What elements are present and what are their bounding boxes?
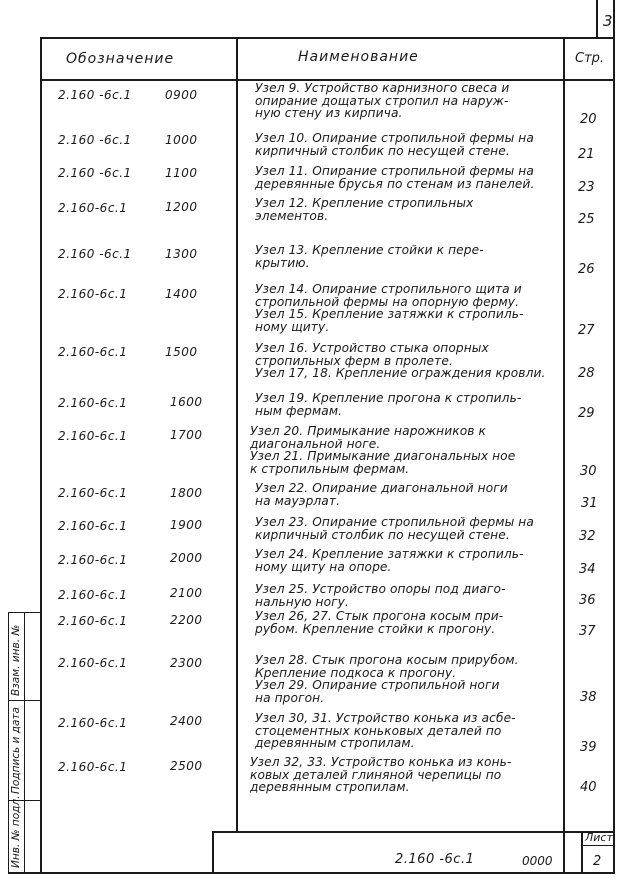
sheet-number-top: 3 xyxy=(603,12,613,30)
row-number: 1000 xyxy=(165,133,198,147)
sheet-number-box-left xyxy=(596,0,598,38)
row-number: 0900 xyxy=(165,88,198,102)
frame-bottom-line xyxy=(8,872,614,874)
stamp-inv-podl: Инв. № подл. xyxy=(10,795,22,868)
column-divider-1 xyxy=(236,37,238,832)
row-number: 1700 xyxy=(170,428,203,442)
row-number: 1400 xyxy=(165,287,198,301)
header-designation: Обозначение xyxy=(66,51,175,67)
row-page: 21 xyxy=(578,147,595,162)
stamp-col-line xyxy=(24,612,25,874)
row-page: 29 xyxy=(578,406,595,421)
row-number: 2100 xyxy=(170,586,203,600)
row-number: 2300 xyxy=(170,656,203,670)
row-name: Узел 22. Опирание диагональной ноги на мауэрлат. xyxy=(255,481,508,508)
row-page: 32 xyxy=(579,529,596,544)
stamp-top-line xyxy=(8,612,40,613)
row-page: 25 xyxy=(578,212,595,227)
title-block-code: 2.160 -6с.1 xyxy=(395,852,475,867)
row-number: 1900 xyxy=(170,518,203,532)
row-page: 34 xyxy=(579,562,596,577)
row-page: 40 xyxy=(580,780,597,795)
row-name: Узел 25. Устройство опоры под диаго- нальную ногу. xyxy=(255,582,506,609)
stamp-vzam-inv: Взам. инв. № xyxy=(10,624,22,696)
row-page: 38 xyxy=(580,690,597,705)
frame-left-line xyxy=(40,37,42,874)
row-code: 2.160-6с.1 xyxy=(58,656,128,670)
row-number: 1300 xyxy=(165,247,198,261)
title-block-left-line xyxy=(212,831,214,874)
row-name: Узел 12. Крепление стропильных элементов. xyxy=(255,196,474,223)
row-number: 2500 xyxy=(170,759,203,773)
frame-top-line xyxy=(40,37,614,39)
row-name: Узел 10. Опирание стропильной фермы на кирпичный столбик по несущей стене. xyxy=(255,131,534,158)
row-number: 1500 xyxy=(165,345,198,359)
row-code: 2.160-6с.1 xyxy=(58,287,128,301)
row-code: 2.160-6с.1 xyxy=(58,201,128,215)
row-number: 2000 xyxy=(170,551,203,565)
row-page: 39 xyxy=(580,740,597,755)
row-name: Узел 30, 31. Устройство конька из асбе- стоцементных коньковых деталей по деревянным стропилам. xyxy=(255,711,516,751)
row-code: 2.160 -6с.1 xyxy=(58,88,132,102)
sheet-value: 2 xyxy=(593,854,602,869)
sheet-label-underline xyxy=(581,845,614,846)
row-code: 2.160-6с.1 xyxy=(58,396,128,410)
frame-right-line xyxy=(613,0,615,874)
stamp-divider-1 xyxy=(8,700,40,701)
row-number: 1200 xyxy=(165,200,198,214)
row-name: Узел 28. Стык прогона косым прирубом. Крепление подкоса к прогону. Узел 29. Опирание стропильной ноги на прогон. xyxy=(255,653,519,705)
row-name: Узел 26, 27. Стык прогона косым при- рубом. Крепление стойки к прогону. xyxy=(255,609,504,636)
row-page: 31 xyxy=(581,496,598,511)
row-code: 2.160-6с.1 xyxy=(58,614,128,628)
row-code: 2.160 -6с.1 xyxy=(58,133,132,147)
row-name: Узел 23. Опирание стропильной фермы на кирпичный столбик по несущей стене. xyxy=(255,515,534,542)
row-name: Узел 32, 33. Устройство конька из конь- ковых деталей глиняной черепицы по деревянным стропилам. xyxy=(250,755,512,795)
title-block-top-line xyxy=(212,831,614,833)
row-number: 1600 xyxy=(170,395,203,409)
row-number: 1800 xyxy=(170,486,203,500)
row-name: Узел 19. Крепление прогона к стропиль- ным фермам. xyxy=(255,391,522,418)
row-code: 2.160-6с.1 xyxy=(58,345,128,359)
header-page: Стр. xyxy=(575,51,605,66)
row-page: 36 xyxy=(579,593,596,608)
row-code: 2.160-6с.1 xyxy=(58,486,128,500)
row-number: 2200 xyxy=(170,613,203,627)
column-divider-2 xyxy=(563,37,565,874)
row-page: 30 xyxy=(580,464,597,479)
row-name: Узел 16. Устройство стыка опорных стропильных ферм в пролете. Узел 17, 18. Крепление ограждения кровли. xyxy=(255,341,546,381)
title-block-number: 0000 xyxy=(522,854,553,868)
row-code: 2.160-6с.1 xyxy=(58,716,128,730)
row-number: 1100 xyxy=(165,166,198,180)
row-code: 2.160-6с.1 xyxy=(58,553,128,567)
stamp-podpis-data: Подпись и дата xyxy=(10,707,22,794)
header-name: Наименование xyxy=(298,49,419,65)
row-code: 2.160-6с.1 xyxy=(58,760,128,774)
row-page: 27 xyxy=(578,323,595,338)
row-page: 20 xyxy=(580,112,597,127)
row-name: Узел 20. Примыкание нарожников к диагональной ноге. Узел 21. Примыкание диагональных ное к стропильным фермам. xyxy=(250,424,516,476)
row-name: Узел 13. Крепление стойки к пере- крытию. xyxy=(255,243,484,270)
row-code: 2.160-6с.1 xyxy=(58,588,128,602)
row-code: 2.160-6с.1 xyxy=(58,519,128,533)
row-page: 23 xyxy=(578,180,595,195)
row-code: 2.160 -6с.1 xyxy=(58,166,132,180)
sheet-label: Лист xyxy=(585,831,613,844)
row-name: Узел 11. Опирание стропильной фермы на деревянные брусья по стенам из панелей. xyxy=(255,164,535,191)
row-name: Узел 24. Крепление затяжки к стропиль- ному щиту на опоре. xyxy=(255,547,524,574)
stamp-outer-left-line xyxy=(8,612,9,874)
row-page: 37 xyxy=(579,624,596,639)
row-name: Узел 9. Устройство карнизного свеса и опирание дощатых стропил на наруж- ную стену из кирпича. xyxy=(255,81,510,121)
row-code: 2.160 -6с.1 xyxy=(58,247,132,261)
sheet-box-left-line xyxy=(581,831,583,874)
row-name: Узел 14. Опирание стропильного щита и стропильной фермы на опорную ферму. Узел 15. Крепление затяжки к стропиль- ному щиту. xyxy=(255,282,524,334)
row-code: 2.160-6с.1 xyxy=(58,429,128,443)
row-page: 28 xyxy=(578,366,595,381)
row-number: 2400 xyxy=(170,714,203,728)
row-page: 26 xyxy=(578,262,595,277)
